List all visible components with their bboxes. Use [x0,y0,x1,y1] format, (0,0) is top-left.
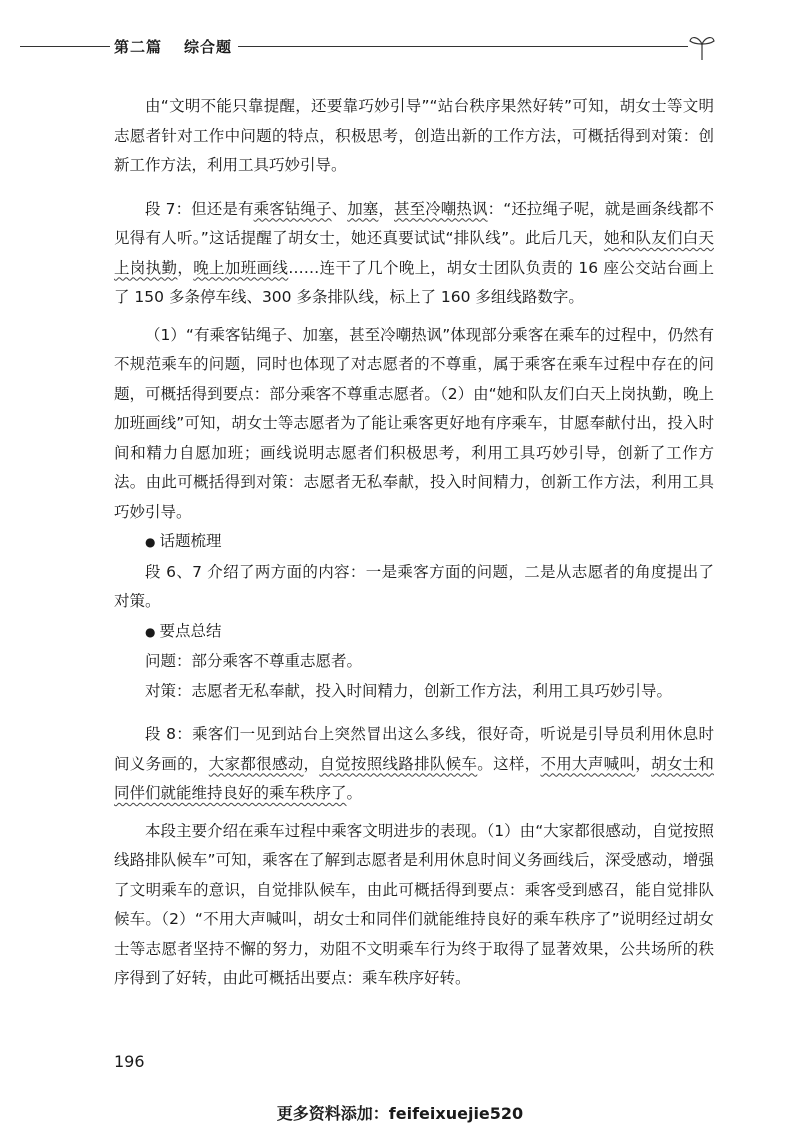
underlined-phrase: 她和队友们白天上岗执勤 [114,229,714,277]
header-section: 综合题 [184,38,233,56]
page-body [114,92,714,994]
analysis-paragraph: 本段主要介绍在乘车过程中乘客文明进步的表现。（1）由“大家都很感动，自觉按照线路排队候车”可知，乘客在了解到志愿者是利用休息时间义务画线后，深受感动，增强了文明乘车的意识，自觉排队候车，由此可概括得到要点：乘客受到感召，能自觉排队候车。（2）“不用大声喊叫，胡女士和同伴们就能维持良好的乘车秩序了”说明经过胡女士等志愿者坚持不懈的努力，劝阻不文明乘车行为终于取得了显著效果，公共场所的秩序得到了好转，由此可概括出要点：乘车秩序好转。 [114,821,714,987]
sprout-icon [688,32,716,62]
analysis-paragraph: 由“文明不能只靠提醒，还要靠巧妙引导”“站台秩序果然好转”可知，胡女士等文明志愿者针对工作中问题的特点，积极思考，创造出新的工作方法，可概括得到对策：创新工作方法，利用工具巧妙引导。 [114,97,714,174]
underlined-phrase: 自觉按照线路排队候车 [319,754,478,773]
page-number: 196 [114,1052,145,1071]
underlined-phrase: 乘客钻绳子 [253,199,332,218]
footer-note: 更多资料添加：feifeixuejie520 [276,1104,524,1123]
header-title [114,36,232,57]
underlined-phrase: 晚上加班画线 [193,258,289,277]
header-rule-right [238,46,688,47]
source-paragraph-7: 段 7：但还是有乘客钻绳子、加塞，甚至冷嘲热讽：“还拉绳子呢，就是画条线都不见得有人听。”这话提醒了胡女士，她还真要试试“排队线”。此后几天，她和队友们白天上岗执勤，晚上加班画线……连干了几个晚上，胡女士团队负责的 16 座公交站台画上了 150 多条停车线、300 多条排队线，标上了 160 多组线路数字。 [114,199,714,306]
topic-text: 段 6、7 介绍了两方面的内容：一是乘客方面的问题，二是从志愿者的角度提出了对策。 [114,562,714,610]
underlined-phrase: 加塞 [347,199,379,218]
topic-bullet: ● 话题梳理 [114,527,714,558]
summary-bullet: ● 要点总结 [114,617,714,648]
summary-countermeasure: 对策：志愿者无私奉献，投入时间精力，创新工作方法，利用工具巧妙引导。 [145,681,673,700]
header-part: 第二篇 [114,38,163,56]
underlined-phrase: 甚至冷嘲热讽 [394,199,488,218]
source-paragraph-8: 段 8：乘客们一见到站台上突然冒出这么多线，很好奇，听说是引导员利用休息时间义务画的，大家都很感动，自觉按照线路排队候车。这样，不用大声喊叫，胡女士和同伴们就能维持良好的乘车秩序了。 [114,725,714,802]
analysis-paragraph: （1）“有乘客钻绳子、加塞，甚至冷嘲热讽”体现部分乘客在乘车的过程中，仍然有不规范乘车的问题，同时也体现了对志愿者的不尊重，属于乘客在乘车过程中存在的问题，可概括得到要点：部分乘客不尊重志愿者。（2）由“她和队友们白天上岗执勤，晚上加班画线”可知，胡女士等志愿者为了能让乘客更好地有序乘车，甘愿奉献付出，投入时间和精力自愿加班；画线说明志愿者们积极思考，利用工具巧妙引导，创新了工作方法。由此可概括得到对策：志愿者无私奉献，投入时间精力，创新工作方法，利用工具巧妙引导。 [114,325,714,521]
underlined-phrase: 不用大声喊叫 [540,754,636,773]
header-rule-left [20,46,110,47]
underlined-phrase: 胡女士和同伴们就能维持良好的乘车秩序了 [114,754,714,802]
summary-problem: 问题：部分乘客不尊重志愿者。 [145,652,363,670]
underlined-phrase: 大家都很感动 [208,754,304,773]
running-header [0,32,800,62]
